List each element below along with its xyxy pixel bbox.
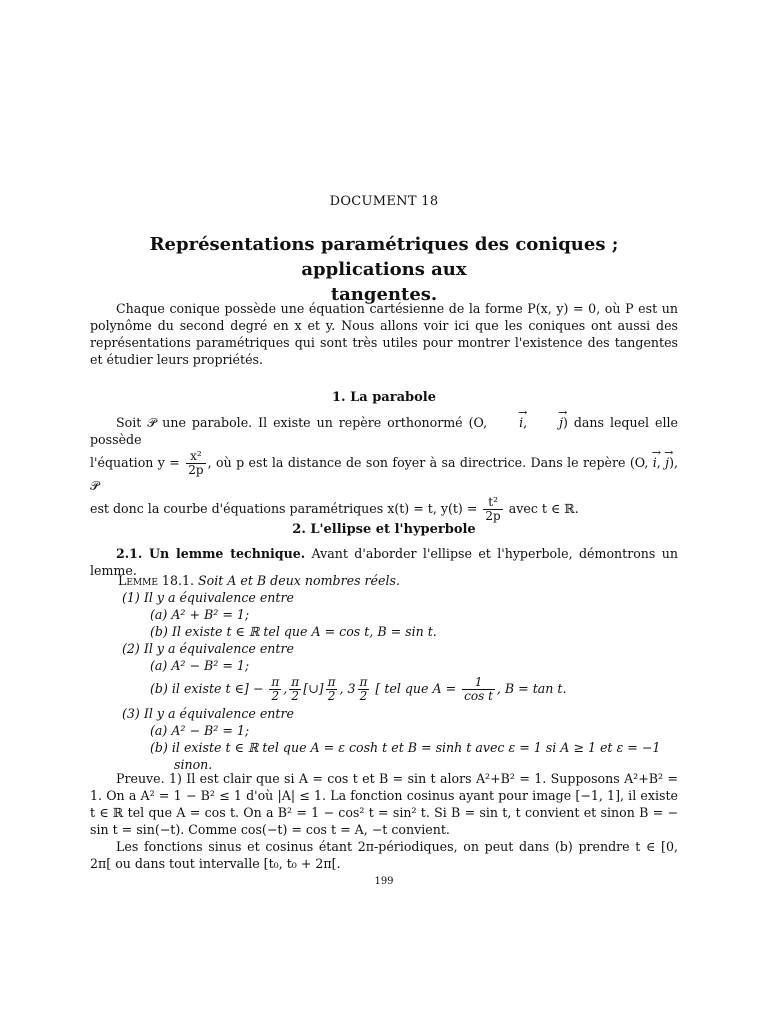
parabola-text-2b: , où p est la distance de son foyer à sa directrice. Dans le repère (O, [207,455,653,470]
section-1-body [90,414,678,523]
proof-block [90,770,678,872]
proof-paragraph-2: Les fonctions sinus et cosinus étant 2π-périodiques, on peut dans (b) prendre t ∈ [0, 2π[ ou dans tout intervalle [t₀, t₀ + 2π[. [90,839,678,871]
parabola-text-1a: Soit 𝒫 une parabole. Il existe un repère orthonormé (O, [116,415,494,430]
intro-paragraph [90,300,678,368]
title-line-2: tangentes. [330,284,438,305]
lemma-item: (a) A² − B² = 1; [150,658,250,673]
fraction-pi-2c: $\frac{\pi}{2}$ [327,675,336,703]
parabola-line-1: Soit 𝒫 une parabole. Il existe un repère orthonormé (O, → i, → j) dans lequel elle possède [90,414,678,448]
section-1-heading: 1. La parabole [332,390,436,405]
lemma-statement: Soit A et B deux nombres réels. [198,573,400,588]
fraction-1-cost: $\frac{1}{\text{cos t}}$ [464,675,493,703]
parabola-text-2c: ), 𝒫 [90,455,678,493]
document-label: DOCUMENT 18 [329,194,439,209]
fraction-pi-2: $\frac{\pi}{2}$ [271,675,280,703]
parabola-line-3 [90,496,678,523]
fraction-pi-2d: $\frac{\pi}{2}$ [359,675,368,703]
lemma-label: Lemme 18.1. [118,573,194,588]
lemma-item: (a) A² − B² = 1; [150,723,250,738]
parabola-text-1b: ) dans lequel elle possède [90,415,678,447]
page-number: 199 [374,876,394,887]
lemma-item-tangent: (b) il existe t ∈] − $\frac{\pi}{2}$ , $\frac{\pi}{2}$ [∪] $\frac{\pi}{2}$ , 3 $\frac{\pi}{2}$ [ tel que A = $\frac{1}{\text{cos t}}$ , B = tan t. [150,675,567,703]
vector-j: → j [533,414,563,431]
parabola-text-3b: avec t ∈ ℝ. [508,501,579,516]
lemma-item: sinon. [174,757,213,772]
lemma-item: (b) il existe t ∈ ℝ tel que A = ε cosh t et B = sinh t avec ε = 1 si A ≥ 1 et ε = −1 [150,740,661,755]
subsection-text: Avant d'aborder l'ellipse et l'hyperbole, démontrons un lemme. [90,546,678,578]
title-line-1: Représentations paramétriques des coniques ; applications aux [149,234,619,280]
intro-text: Chaque conique possède une équation cartésienne de la forme P(x, y) = 0, où P est un polynôme du second degré en x et y. Nous allons voir ici que les coniques ont aussi des représentations paramétriques qui sont très utiles pour montrer l'existence des tangentes et étudier leurs propriétés. [90,301,678,367]
fraction-pi-2b: $\frac{\pi}{2}$ [291,675,300,703]
proof-paragraph-1: Preuve. 1) Il est clair que si A = cos t et B = sin t alors A²+B² = 1. Supposons A²+B² = 1. On a A² = 1 − B² ≤ 1 d'où |A| ≤ 1. La fonction cosinus ayant pour image [−1, 1], il existe t ∈ ℝ tel que A = cos t. On a B² = 1 − cos² t = sin² t. Si B = sin t, t convient et sinon B = − sin t = sin(−t). Comme cos(−t) = cos t = A, −t convient. [90,771,678,837]
parabola-line-2: l'équation y = $\frac{\text{x²}}{2p}$ , où p est la distance de son foyer à sa directrice. Dans le repère (O, → i, → j), 𝒫 [90,450,678,494]
lemma-block [118,572,678,773]
vector-i: → i [493,414,523,431]
fraction-t2-2p: $\frac{\text{t²}}{2p}$ [485,495,501,523]
section-2-heading: 2. L'ellipse et l'hyperbole [292,522,476,537]
lemma-item: (b) Il existe t ∈ ℝ tel que A = cos t, B = sin t. [150,624,437,639]
page-title [100,232,668,307]
fraction-x2-2p: $\frac{\text{x²}}{2p}$ [188,449,204,477]
parabola-text-2a: l'équation y = [90,455,180,470]
lemma-item: (1) Il y a équivalence entre [122,590,294,605]
lemma-item: (2) Il y a équivalence entre [122,641,294,656]
lemma-item: (a) A² + B² = 1; [150,607,250,622]
lemma-header [118,572,678,589]
vector-j-2: → j [665,454,669,471]
vector-i-2: → i [653,454,657,471]
subsection-heading: 2.1. Un lemme technique. [116,546,306,561]
lemma-item: (3) Il y a équivalence entre [122,706,294,721]
parabola-text-3a: est donc la courbe d'équations paramétriques x(t) = t, y(t) = [90,501,478,516]
